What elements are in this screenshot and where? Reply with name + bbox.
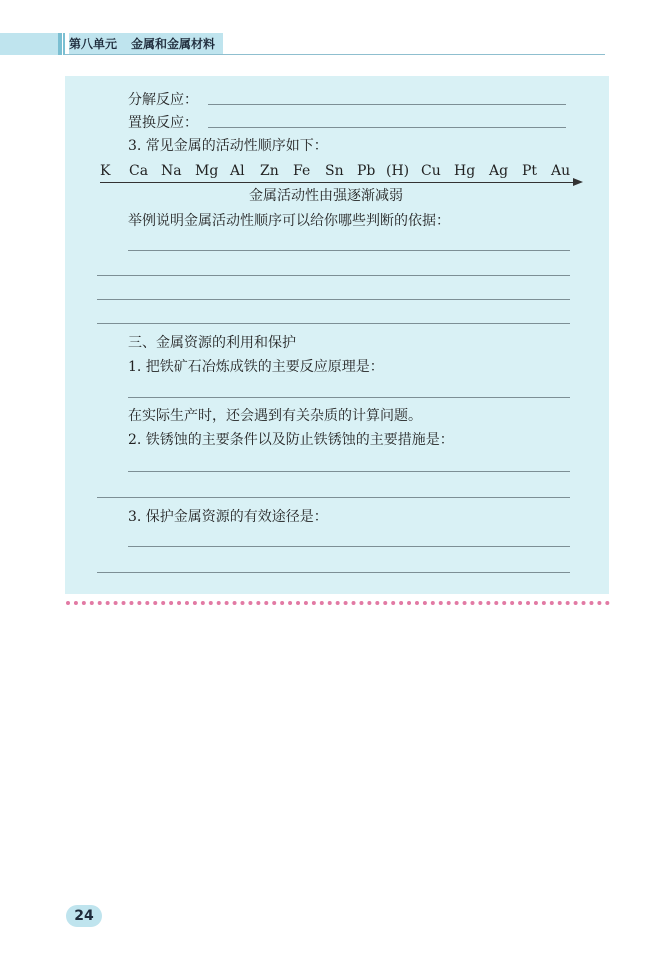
header-band xyxy=(0,33,58,55)
arrow-right-icon xyxy=(573,178,583,186)
answer-line[interactable] xyxy=(128,250,570,251)
element-symbol: Pb xyxy=(357,163,376,179)
element-symbol: Ca xyxy=(129,163,149,179)
question-1: 1. 把铁矿石冶炼成铁的主要反应原理是： xyxy=(128,359,384,375)
answer-line[interactable] xyxy=(97,275,570,276)
element-symbol: Ag xyxy=(489,163,509,179)
element-symbol: Pt xyxy=(522,163,538,179)
answer-line[interactable] xyxy=(97,323,570,324)
element-symbol: Mg xyxy=(195,163,219,179)
answer-line[interactable] xyxy=(208,104,566,105)
element-symbol: K xyxy=(100,163,111,179)
example-prompt: 举例说明金属活动性顺序可以给你哪些判断的依据： xyxy=(128,213,450,229)
answer-line[interactable] xyxy=(128,397,570,398)
element-symbol: Cu xyxy=(421,163,441,179)
header-rule xyxy=(65,54,605,55)
answer-line[interactable] xyxy=(128,546,570,547)
question-3: 3. 保护金属资源的有效途径是： xyxy=(128,509,328,525)
element-symbol: Zn xyxy=(260,163,279,179)
running-header xyxy=(69,33,223,55)
displacement-label: 置换反应： xyxy=(128,115,198,131)
answer-line[interactable] xyxy=(128,471,570,472)
header-unit: 第八单元 xyxy=(69,37,118,51)
activity-caption: 金属活动性由强逐渐减弱 xyxy=(249,188,403,204)
page-number: 24 xyxy=(66,905,102,927)
activity-arrow-line xyxy=(100,182,574,183)
element-symbol: Hg xyxy=(454,163,476,179)
answer-line[interactable] xyxy=(97,497,570,498)
element-symbol: (H) xyxy=(386,163,410,179)
activity-series-title: 3. 常见金属的活动性顺序如下： xyxy=(128,138,328,154)
decomposition-label: 分解反应： xyxy=(128,92,198,108)
header-accent-bar xyxy=(58,33,62,55)
answer-line[interactable] xyxy=(208,127,566,128)
element-symbol: Fe xyxy=(293,163,311,179)
section-title: 三、金属资源的利用和保护 xyxy=(128,335,296,351)
answer-line[interactable] xyxy=(97,572,570,573)
dotted-divider xyxy=(66,601,610,605)
activity-series-row xyxy=(99,162,579,182)
element-symbol: Au xyxy=(551,163,571,179)
header-accent-bar-thin xyxy=(63,33,65,55)
element-symbol: Na xyxy=(161,163,182,179)
question-1-note: 在实际生产时，还会遇到有关杂质的计算问题。 xyxy=(128,408,422,424)
element-symbol: Al xyxy=(230,163,245,179)
question-2: 2. 铁锈蚀的主要条件以及防止铁锈蚀的主要措施是： xyxy=(128,432,454,448)
element-symbol: Sn xyxy=(325,163,344,179)
answer-line[interactable] xyxy=(97,299,570,300)
header-chapter-title: 金属和金属材料 xyxy=(131,37,216,51)
